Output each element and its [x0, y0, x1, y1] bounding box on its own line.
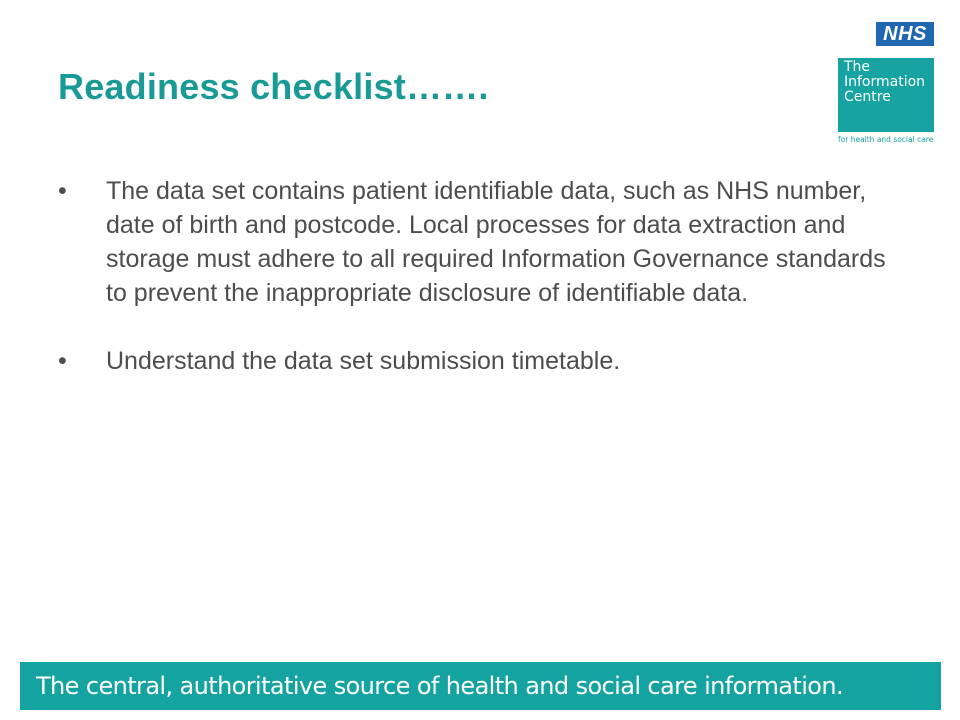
- bullet-marker: •: [58, 347, 67, 375]
- footer-bar: [20, 662, 941, 710]
- logo-org-line-1: The: [844, 59, 871, 75]
- logo-org-line-2: Information: [844, 74, 926, 90]
- bullet-text: Understand the data set submission timetable.: [106, 347, 621, 375]
- information-centre-box: [838, 58, 934, 132]
- nhs-badge: NHS: [876, 22, 934, 46]
- bullet-list: [58, 174, 898, 412]
- bullet-item: [58, 174, 898, 310]
- bullet-marker: •: [58, 177, 67, 205]
- bullet-item: [58, 344, 898, 378]
- logo-tagline: for health and social care: [838, 135, 934, 144]
- logo-org-line-3: Centre: [844, 89, 891, 105]
- footer-text: The central, authoritative source of health and social care information.: [36, 672, 844, 700]
- bullet-text: The data set contains patient identifiable data, such as NHS number, date of birth and postcode. Local processes for data extraction and storage must adhere to all required Information Governance standards to prevent the inappropriate disclosure of identifiable data.: [106, 177, 886, 307]
- slide-title: Readiness checklist…….: [58, 66, 489, 107]
